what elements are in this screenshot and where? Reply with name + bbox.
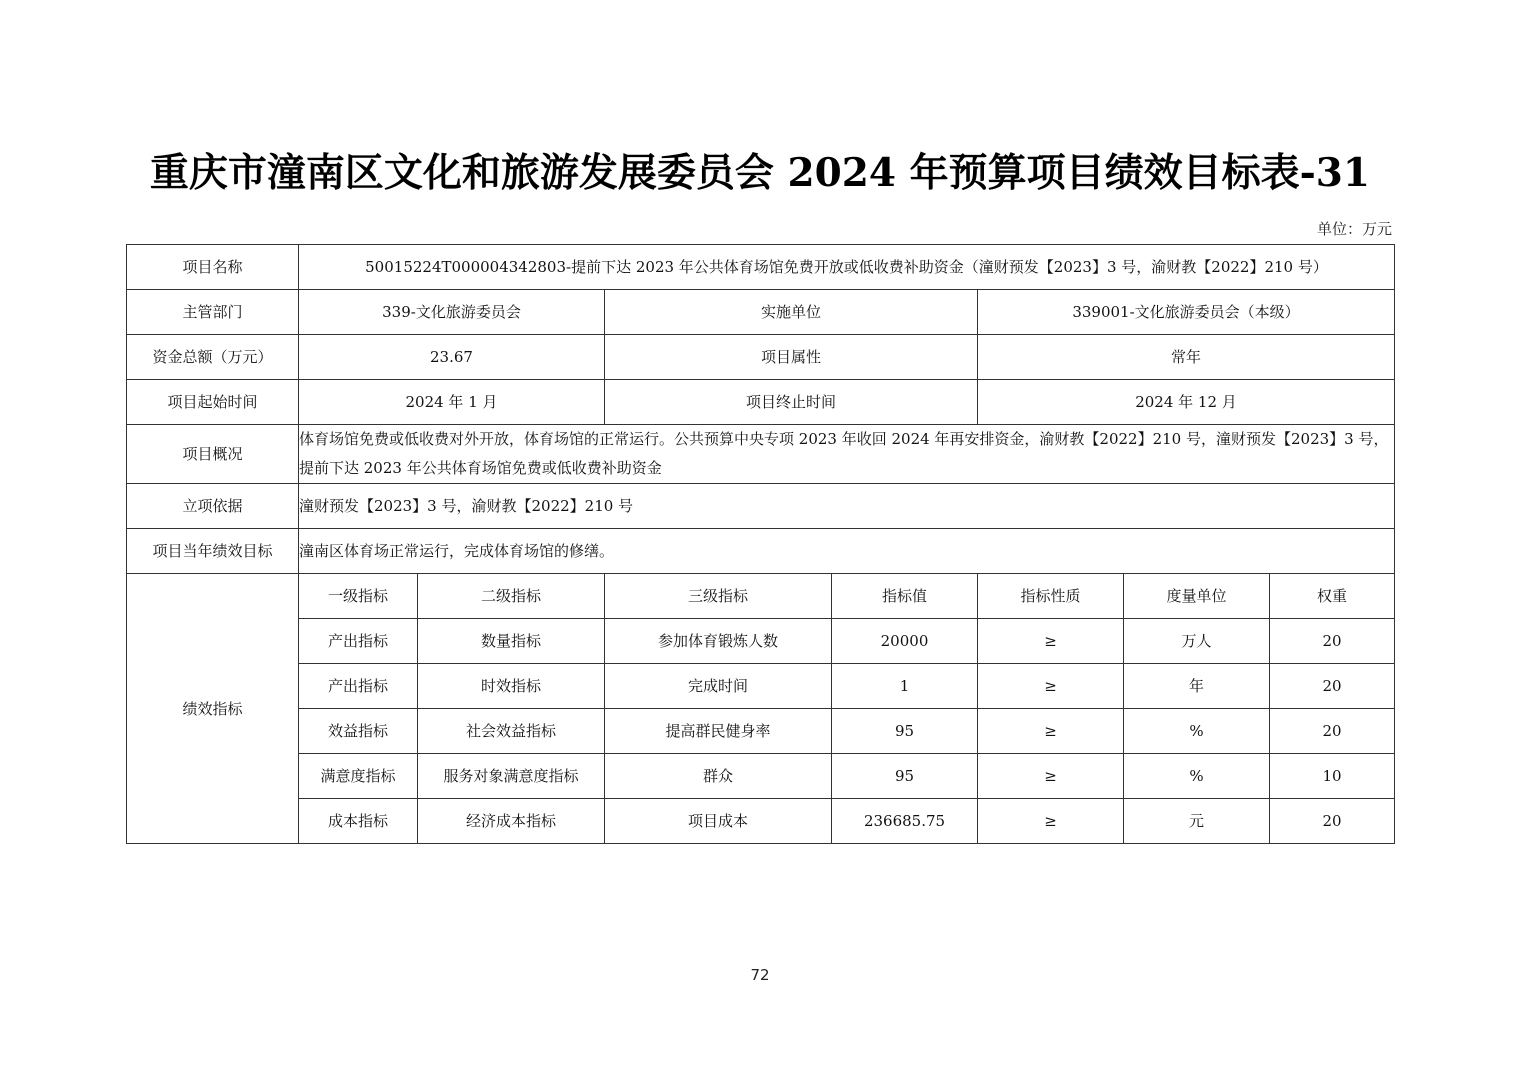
indicator-unit: % [1124, 709, 1270, 754]
indicator-value: 95 [832, 709, 978, 754]
indicator-level3: 群众 [605, 754, 832, 799]
header-unit: 度量单位 [1124, 574, 1270, 619]
row-overview [127, 425, 1395, 484]
indicator-nature: ≥ [978, 619, 1124, 664]
row-basis [127, 484, 1395, 529]
table-row [127, 754, 1395, 799]
indicator-level2: 服务对象满意度指标 [418, 754, 605, 799]
indicator-level3: 提高群民健身率 [605, 709, 832, 754]
annual-goal-label: 项目当年绩效目标 [127, 529, 299, 574]
row-annual-goal [127, 529, 1395, 574]
indicator-level2: 时效指标 [418, 664, 605, 709]
indicators-label: 绩效指标 [127, 574, 299, 844]
start-time-value: 2024 年 1 月 [299, 380, 605, 425]
basis-label: 立项依据 [127, 484, 299, 529]
end-time-label: 项目终止时间 [605, 380, 978, 425]
indicator-level2: 经济成本指标 [418, 799, 605, 844]
indicator-weight: 20 [1270, 709, 1395, 754]
indicator-nature: ≥ [978, 754, 1124, 799]
indicator-unit: 万人 [1124, 619, 1270, 664]
page-title: 重庆市潼南区文化和旅游发展委员会 2024 年预算项目绩效目标表-31 [149, 150, 1371, 196]
overview-value: 体育场馆免费或低收费对外开放，体育场馆的正常运行。公共预算中央专项 2023 年收回 2024 年再安排资金，渝财教【2022】210 号，潼财预发【2023】3 号，提前下达 2023 年公共体育场馆免费或低收费补助资金 [299, 425, 1395, 484]
indicator-level2: 数量指标 [418, 619, 605, 664]
header-level3: 三级指标 [605, 574, 832, 619]
indicator-level3: 参加体育锻炼人数 [605, 619, 832, 664]
project-attr-value: 常年 [978, 335, 1395, 380]
indicator-unit: 元 [1124, 799, 1270, 844]
page-number: 72 [750, 966, 770, 984]
total-funds-value: 23.67 [299, 335, 605, 380]
row-project-name [127, 245, 1395, 290]
indicator-level1: 效益指标 [299, 709, 418, 754]
indicator-value: 95 [832, 754, 978, 799]
row-funds [127, 335, 1395, 380]
indicator-level3: 完成时间 [605, 664, 832, 709]
header-level2: 二级指标 [418, 574, 605, 619]
project-name-value: 50015224T000004342803-提前下达 2023 年公共体育场馆免费开放或低收费补助资金（潼财预发【2023】3 号，渝财教【2022】210 号） [299, 245, 1395, 290]
header-value: 指标值 [832, 574, 978, 619]
indicator-weight: 20 [1270, 799, 1395, 844]
unit-label: 单位：万元 [1316, 220, 1392, 238]
indicator-weight: 10 [1270, 754, 1395, 799]
table-row [127, 619, 1395, 664]
indicator-unit: 年 [1124, 664, 1270, 709]
row-department [127, 290, 1395, 335]
indicator-value: 236685.75 [832, 799, 978, 844]
implementer-label: 实施单位 [605, 290, 978, 335]
performance-table [126, 244, 1395, 844]
overview-label: 项目概况 [127, 425, 299, 484]
department-label: 主管部门 [127, 290, 299, 335]
annual-goal-value: 潼南区体育场正常运行，完成体育场馆的修缮。 [299, 529, 1395, 574]
indicator-level2: 社会效益指标 [418, 709, 605, 754]
indicator-level1: 满意度指标 [299, 754, 418, 799]
implementer-value: 339001-文化旅游委员会（本级） [978, 290, 1395, 335]
total-funds-label: 资金总额（万元） [127, 335, 299, 380]
indicator-value: 1 [832, 664, 978, 709]
indicator-weight: 20 [1270, 619, 1395, 664]
basis-value: 潼财预发【2023】3 号，渝财教【2022】210 号 [299, 484, 1395, 529]
department-value: 339-文化旅游委员会 [299, 290, 605, 335]
indicator-nature: ≥ [978, 799, 1124, 844]
indicator-weight: 20 [1270, 664, 1395, 709]
table-row [127, 664, 1395, 709]
indicator-nature: ≥ [978, 664, 1124, 709]
table-row [127, 709, 1395, 754]
indicator-level3: 项目成本 [605, 799, 832, 844]
indicator-nature: ≥ [978, 709, 1124, 754]
header-level1: 一级指标 [299, 574, 418, 619]
indicator-level1: 成本指标 [299, 799, 418, 844]
indicator-level1: 产出指标 [299, 619, 418, 664]
row-time [127, 380, 1395, 425]
indicator-level1: 产出指标 [299, 664, 418, 709]
project-attr-label: 项目属性 [605, 335, 978, 380]
end-time-value: 2024 年 12 月 [978, 380, 1395, 425]
indicator-value: 20000 [832, 619, 978, 664]
indicator-unit: % [1124, 754, 1270, 799]
indicator-header-row [127, 574, 1395, 619]
project-name-label: 项目名称 [127, 245, 299, 290]
header-weight: 权重 [1270, 574, 1395, 619]
header-nature: 指标性质 [978, 574, 1124, 619]
table-row [127, 799, 1395, 844]
start-time-label: 项目起始时间 [127, 380, 299, 425]
